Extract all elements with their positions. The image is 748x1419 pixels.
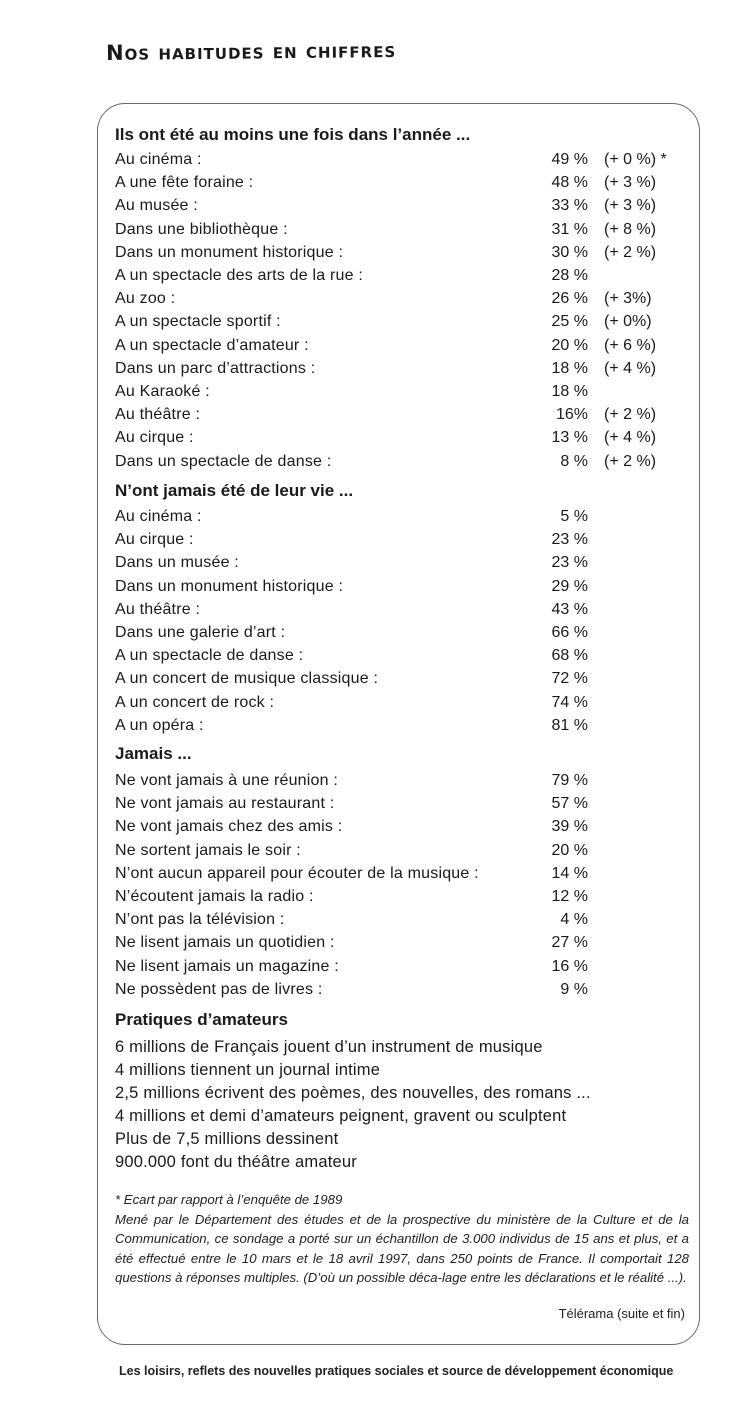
row-percentage: 26 % xyxy=(551,290,588,308)
row-label: Ne vont jamais chez des amis : xyxy=(115,818,343,836)
row-percentage: 66 % xyxy=(551,624,588,641)
row-change: (+ 4 %) xyxy=(604,429,657,447)
row-change: (+ 3 %) xyxy=(604,197,657,215)
row-percentage: 74 % xyxy=(551,693,588,711)
row-label: Dans une bibliothèque : xyxy=(115,220,288,238)
row-label: N’ont pas la télévision : xyxy=(115,911,285,929)
row-change: (+ 2 %) xyxy=(604,452,657,470)
practice-line: 2,5 millions écrivent des poèmes, des nouvelles, des romans ... xyxy=(115,1084,591,1102)
row-change: (+ 3%) xyxy=(604,290,652,308)
row-label: Dans un parc d’attractions : xyxy=(115,359,316,377)
row-change: (+ 2 %) xyxy=(604,406,657,424)
row-percentage: 48 % xyxy=(551,174,588,192)
row-percentage: 72 % xyxy=(551,670,588,688)
row-change: (+ 6 %) xyxy=(604,336,657,354)
practice-line: 900.000 font du théâtre amateur xyxy=(115,1153,357,1171)
row-label: Au cirque : xyxy=(115,429,194,447)
row-label: Dans un monument historique : xyxy=(115,577,344,595)
row-label: Dans un spectacle de danse : xyxy=(115,452,332,470)
footnote xyxy=(115,1190,689,1288)
page-title: Nos habitudes en chiffres xyxy=(105,37,397,65)
row-label: A un opéra : xyxy=(115,716,204,734)
row-percentage: 16% xyxy=(555,406,588,424)
row-label: Dans un monument historique : xyxy=(115,243,344,261)
row-percentage: 9 % xyxy=(560,980,588,998)
row-label: Dans une galerie d’art : xyxy=(115,624,286,641)
row-percentage: 31 % xyxy=(551,220,588,238)
row-percentage: 49 % xyxy=(551,151,588,168)
practice-line: Plus de 7,5 millions dessinent xyxy=(115,1130,339,1148)
row-label: Ne vont jamais au restaurant : xyxy=(115,795,335,813)
row-percentage: 27 % xyxy=(551,934,588,952)
footnote-methodology: Mené par le Département des études et de la prospective du ministère de la Culture et de la Communication, ce sondage a porté sur un échantillon de 3.000 individus de 15 ans et plus, et a été effectué entre le 10 mars et le 18 avril 1997, dans 250 points de France. Il comportait 128 questions à réponses multiples. (D’où un possible déca-lage entre les déclarations et le réalité ...). xyxy=(115,1211,689,1285)
row-percentage: 13 % xyxy=(551,429,588,447)
row-percentage: 16 % xyxy=(551,957,588,975)
row-change: (+ 3 %) xyxy=(604,174,657,192)
row-percentage: 39 % xyxy=(551,818,588,836)
section-heading-attended: Ils ont été au moins une fois dans l’année ... xyxy=(115,125,471,144)
practice-line: 4 millions et demi d’amateurs peignent, gravent ou sculptent xyxy=(115,1107,567,1125)
row-percentage: 20 % xyxy=(551,841,588,859)
row-percentage: 33 % xyxy=(551,197,588,215)
row-label: A un spectacle des arts de la rue : xyxy=(115,267,364,284)
row-label: A un concert de rock : xyxy=(115,693,275,711)
row-percentage: 12 % xyxy=(551,888,588,905)
practice-line: 6 millions de Français jouent d’un instrument de musique xyxy=(115,1038,543,1056)
row-label: N’ont aucun appareil pour écouter de la musique : xyxy=(115,864,479,882)
source-credit: Télérama (suite et fin) xyxy=(558,1306,685,1321)
footnote-asterisk: * Ecart par rapport à l’enquête de 1989 xyxy=(115,1192,343,1207)
row-percentage: 23 % xyxy=(551,531,588,549)
row-label: Dans un musée : xyxy=(115,554,239,572)
row-percentage: 4 % xyxy=(560,911,588,929)
section-heading-never: Jamais ... xyxy=(115,744,192,763)
row-percentage: 25 % xyxy=(551,313,588,331)
page-footer: Les loisirs, reflets des nouvelles pratiques sociales et source de développement économique xyxy=(119,1364,674,1378)
row-label: N’écoutent jamais la radio : xyxy=(115,888,314,905)
row-percentage: 68 % xyxy=(551,647,588,665)
row-label: A un concert de musique classique : xyxy=(115,670,379,688)
row-percentage: 18 % xyxy=(551,359,588,377)
row-percentage: 14 % xyxy=(551,864,588,882)
row-label: Au zoo : xyxy=(115,290,176,308)
row-percentage: 28 % xyxy=(551,267,588,284)
row-label: Au cinéma : xyxy=(115,508,202,525)
row-label: A un spectacle d’amateur : xyxy=(115,336,309,354)
row-percentage: 23 % xyxy=(551,554,588,572)
row-percentage: 57 % xyxy=(551,795,588,813)
row-label: A un spectacle de danse : xyxy=(115,647,304,665)
row-label: Ne sortent jamais le soir : xyxy=(115,841,301,859)
row-percentage: 43 % xyxy=(551,600,588,618)
row-label: Ne lisent jamais un quotidien : xyxy=(115,934,335,952)
row-change: (+ 0%) xyxy=(604,313,652,331)
row-label: Au musée : xyxy=(115,197,198,215)
row-percentage: 81 % xyxy=(551,716,588,734)
row-label: Au théâtre : xyxy=(115,406,201,424)
row-label: Au cinéma : xyxy=(115,151,202,168)
row-percentage: 20 % xyxy=(551,336,588,354)
row-change: (+ 4 %) xyxy=(604,359,657,377)
row-label: Ne possèdent pas de livres : xyxy=(115,980,323,998)
practice-line: 4 millions tiennent un journal intime xyxy=(115,1061,381,1079)
row-change: (+ 0 %) * xyxy=(604,151,667,168)
section-heading-amateur-practices: Pratiques d’amateurs xyxy=(115,1010,288,1029)
row-percentage: 30 % xyxy=(551,243,588,261)
row-label: A un spectacle sportif : xyxy=(115,313,281,331)
row-label: Ne lisent jamais un magazine : xyxy=(115,957,339,975)
row-change: (+ 2 %) xyxy=(604,243,657,261)
row-label: Au théâtre : xyxy=(115,600,201,618)
row-percentage: 5 % xyxy=(560,508,588,525)
row-label: A une fête foraine : xyxy=(115,174,254,192)
row-percentage: 79 % xyxy=(551,772,588,789)
row-label: Au Karaoké : xyxy=(115,383,210,400)
row-label: Ne vont jamais à une réunion : xyxy=(115,772,339,789)
row-percentage: 29 % xyxy=(551,577,588,595)
row-change: (+ 8 %) xyxy=(604,220,657,238)
row-label: Au cirque : xyxy=(115,531,194,549)
section-heading-never-been: N’ont jamais été de leur vie ... xyxy=(115,481,354,500)
row-percentage: 18 % xyxy=(551,383,588,400)
row-percentage: 8 % xyxy=(560,452,588,470)
